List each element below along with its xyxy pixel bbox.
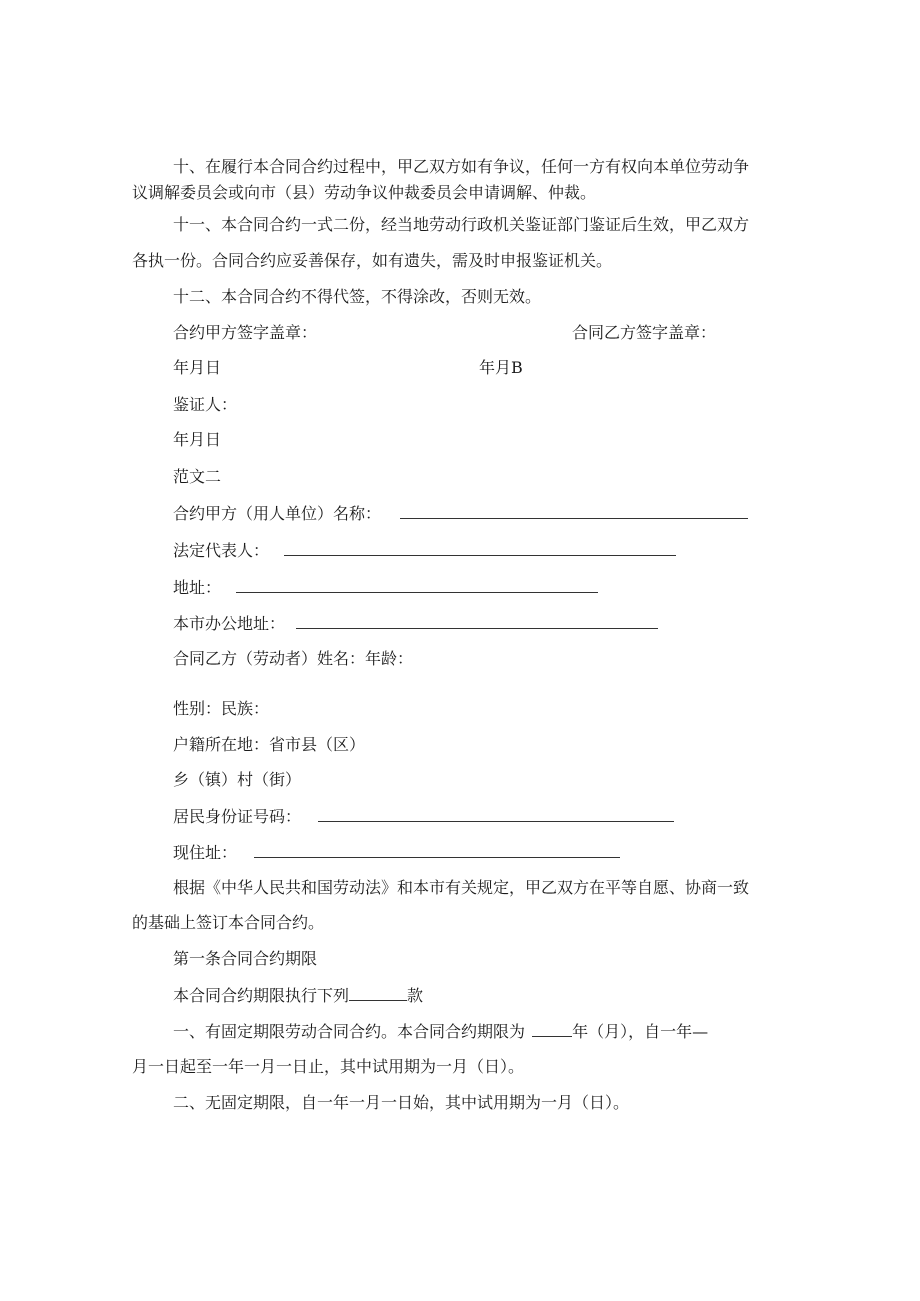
term-execution-text: 本合同合约期限执行下列 bbox=[173, 986, 350, 1005]
term-clause-blank[interactable] bbox=[349, 985, 407, 1001]
clause-11-line-2: 各执一份。合同合约应妥善保存，如有遗失，需及时申报鉴证机关。 bbox=[132, 251, 613, 270]
legal-rep-blank[interactable] bbox=[284, 540, 676, 556]
party-a-date: 年月日 bbox=[173, 358, 222, 377]
preamble-line-1: 根据《中华人民共和国劳动法》和本市有关规定，甲乙双方在平等自愿、协商一致 bbox=[173, 878, 750, 897]
office-address-label: 本市办公地址： bbox=[173, 614, 286, 633]
sample-title: 范文二 bbox=[173, 467, 222, 486]
witness-date: 年月日 bbox=[173, 430, 222, 449]
legal-rep-label: 法定代表人： bbox=[173, 541, 270, 560]
household-registration: 户籍所在地：省市县（区） bbox=[173, 735, 366, 754]
party-b-signature-label: 合同乙方签字盖章： bbox=[572, 323, 717, 342]
office-address-row bbox=[173, 613, 793, 634]
employer-name-label: 合约甲方（用人单位）名称： bbox=[173, 504, 382, 523]
office-address-blank[interactable] bbox=[296, 613, 658, 629]
fixed-term-text: 一、有固定期限劳动合同合约。本合同合约期限为 bbox=[173, 1022, 526, 1041]
clause-11-line-1: 十一、本合同合约一式二份，经当地劳动行政机关鉴证部门鉴证后生效，甲乙双方 bbox=[173, 215, 750, 234]
signature-date-row bbox=[173, 358, 793, 378]
party-b-date: 年月B bbox=[479, 358, 523, 377]
residence-label: 现住址： bbox=[173, 843, 238, 862]
employer-name-row bbox=[173, 503, 793, 524]
term-execution-suffix: 款 bbox=[407, 986, 424, 1005]
id-number-row bbox=[173, 806, 793, 827]
gender-ethnicity: 性别：民族： bbox=[173, 699, 270, 718]
fixed-term-suffix: 年（月），自一年— bbox=[572, 1022, 709, 1041]
address-label: 地址： bbox=[173, 578, 222, 597]
employer-name-blank[interactable] bbox=[400, 503, 748, 519]
clause-10-line-2: 议调解委员会或向市（县）劳动争议仲裁委员会申请调解、仲裁。 bbox=[132, 183, 597, 202]
clause-12: 十二、本合同合约不得代签，不得涂改，否则无效。 bbox=[173, 287, 542, 306]
clause-10-line-1: 十、在履行本合同合约过程中，甲乙双方如有争议，任何一方有权向本单位劳动争 bbox=[173, 157, 750, 176]
employee-name-age: 合同乙方（劳动者）姓名：年龄： bbox=[173, 649, 414, 668]
fixed-term-blank[interactable] bbox=[532, 1021, 572, 1037]
preamble-line-2: 的基础上签订本合同合约。 bbox=[132, 913, 325, 932]
witness-label: 鉴证人： bbox=[173, 395, 238, 414]
party-a-signature-label: 合约甲方签字盖章： bbox=[173, 323, 318, 342]
article-1-title: 第一条合同合约期限 bbox=[173, 949, 318, 968]
legal-rep-row bbox=[173, 540, 793, 561]
residence-row bbox=[173, 842, 793, 863]
township-village: 乡（镇）村（街） bbox=[173, 770, 302, 789]
id-number-label: 居民身份证号码： bbox=[173, 807, 302, 826]
residence-blank[interactable] bbox=[254, 842, 620, 858]
fixed-term-row bbox=[173, 1021, 793, 1042]
address-blank[interactable] bbox=[236, 577, 598, 593]
fixed-term-line-2: 月一日起至一年一月一日止，其中试用期为一月（日）。 bbox=[132, 1057, 525, 1076]
term-execution-row bbox=[173, 985, 793, 1006]
signature-row bbox=[173, 323, 793, 343]
open-term: 二、无固定期限，自一年一月一日始，其中试用期为一月（日）。 bbox=[173, 1093, 630, 1112]
id-number-blank[interactable] bbox=[318, 806, 674, 822]
address-row bbox=[173, 577, 793, 598]
